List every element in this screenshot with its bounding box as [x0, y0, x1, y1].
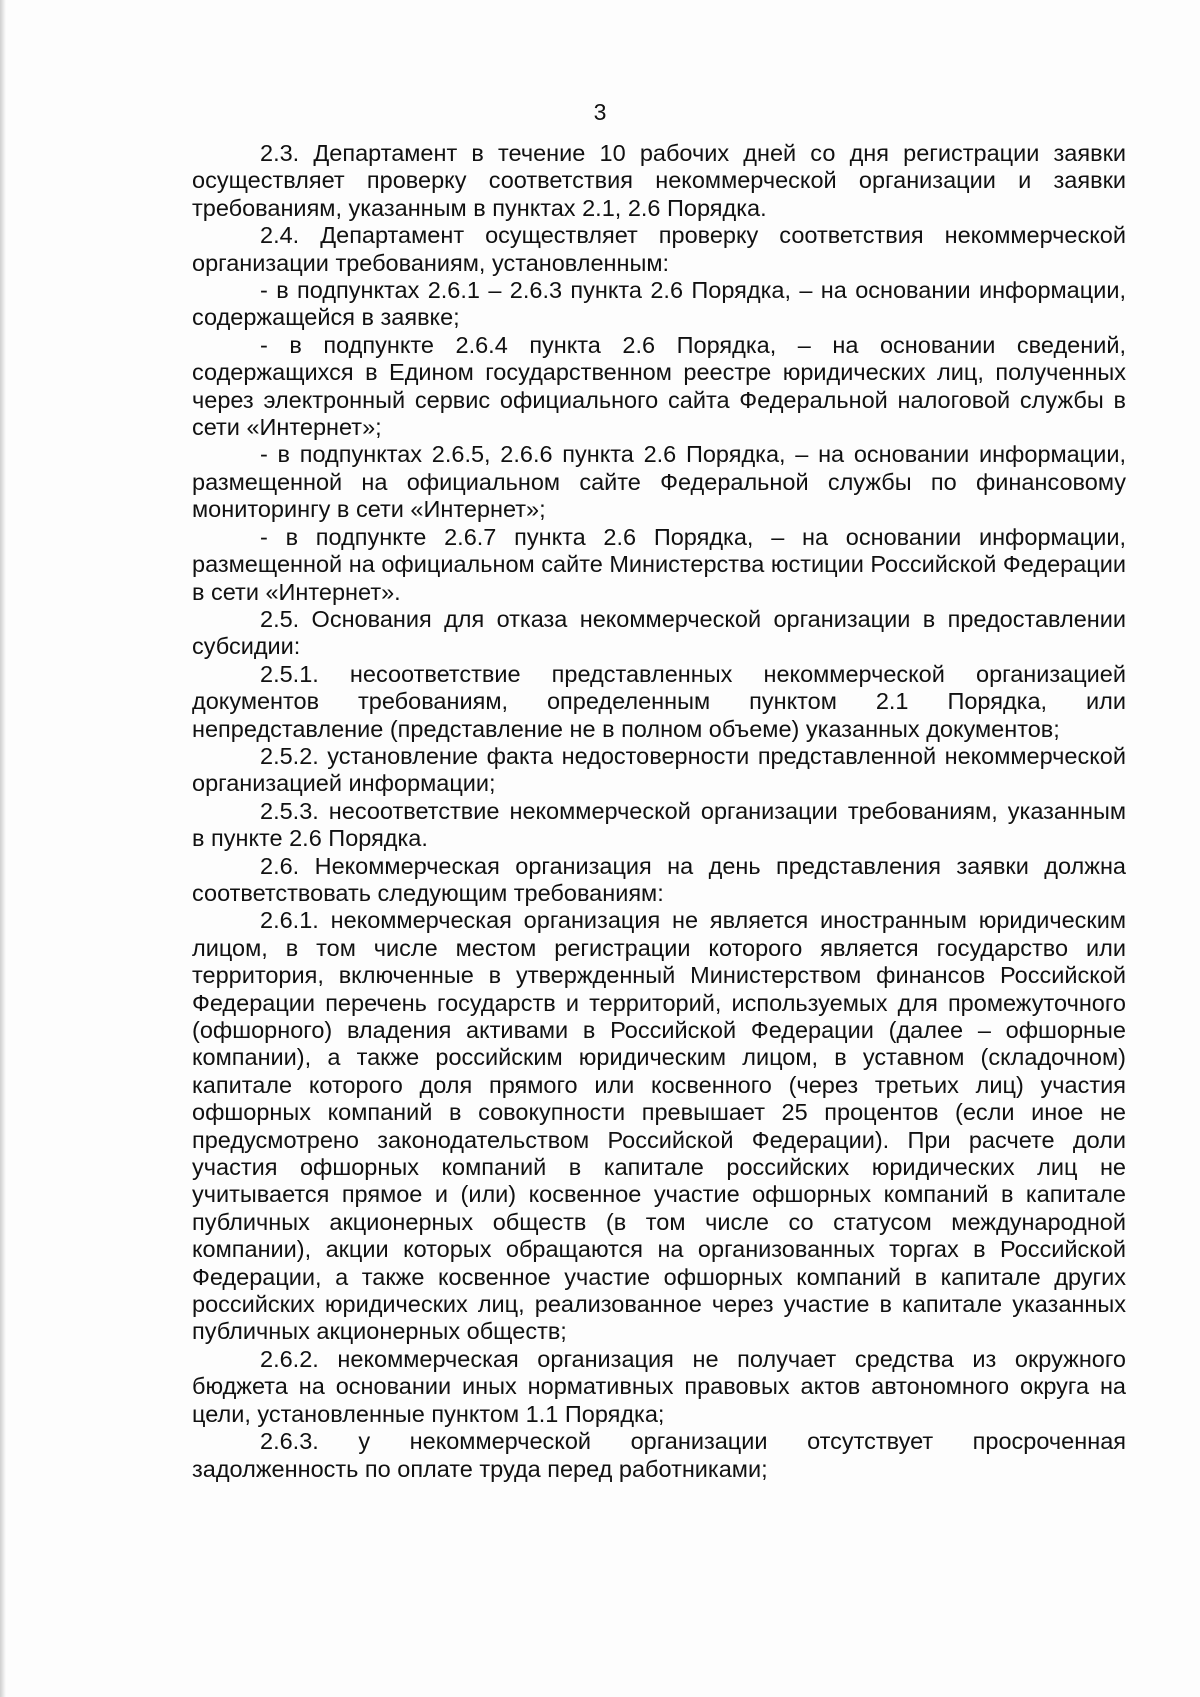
paragraph-2-5-2: 2.5.2. установление факта недостоверности представленной некоммерческой организацией информации; — [192, 742, 1126, 797]
list-item-subpoints-2-6-5-2-6-6: - в подпунктах 2.6.5, 2.6.6 пункта 2.6 Порядка, – на основании информации, размещенной на официальном сайте Федеральной службы по финансовому мониторингу в сети «Интернет»; — [192, 441, 1126, 523]
scan-edge-shadow — [0, 0, 6, 1697]
paragraph-2-6: 2.6. Некоммерческая организация на день представления заявки должна соответствовать следующим требованиям: — [192, 852, 1126, 906]
paragraph-2-6-3: 2.6.3. у некоммерческой организации отсутствует просроченная задолженность по оплате труда перед работниками; — [192, 1428, 1126, 1482]
paragraph-2-5: 2.5. Основания для отказа некоммерческой организации в предоставлении субсидии: — [192, 605, 1126, 660]
page-number: 3 — [593, 99, 607, 125]
paragraph-2-5-3: 2.5.3. несоответствие некоммерческой организации требованиям, указанным в пункте 2.6 Порядка. — [192, 797, 1126, 852]
list-item-subpoints-2-6-1-to-2-6-3: - в подпунктах 2.6.1 – 2.6.3 пункта 2.6 Порядка, – на основании информации, содержащейся в заявке; — [192, 277, 1126, 331]
paragraph-2-6-2: 2.6.2. некоммерческая организация не получает средства из окружного бюджета на основании иных нормативных правовых актов автономного округа на цели, установленные пунктом 1.1 Порядка; — [192, 1345, 1126, 1427]
list-item-subpoint-2-6-4: - в подпункте 2.6.4 пункта 2.6 Порядка, – на основании сведений, содержащихся в Едином государственном реестре юридических лиц, полученных через электронный сервис официального сайта Федеральной налоговой службы в сети «Интернет»; — [192, 331, 1126, 441]
document-body — [192, 140, 1126, 1483]
paragraph-2-4: 2.4. Департамент осуществляет проверку соответствия некоммерческой организации требованиям, установленным: — [192, 222, 1126, 276]
list-item-subpoint-2-6-7: - в подпункте 2.6.7 пункта 2.6 Порядка, – на основании информации, размещенной на официальном сайте Министерства юстиции Российской Федерации в сети «Интернет». — [192, 523, 1126, 605]
paragraph-2-3: 2.3. Департамент в течение 10 рабочих дней со дня регистрации заявки осуществляет проверку соответствия некоммерческой организации и заявки требованиям, указанным в пунктах 2.1, 2.6 Порядка. — [192, 140, 1126, 221]
paragraph-2-5-1: 2.5.1. несоответствие представленных некоммерческой организацией документов требованиям, определенным пунктом 2.1 Порядка, или непредставление (представление не в полном объеме) указанных документов; — [192, 660, 1126, 742]
paragraph-2-6-1: 2.6.1. некоммерческая организация не является иностранным юридическим лицом, в том числе местом регистрации которого является государство или территория, включенные в утвержденный Министерством финансов Российской Федерации перечень государств и территорий, используемых для промежуточного (офшорного) владения активами в Российской Федерации (далее – офшорные компании), а также российским юридическим лицом, в уставном (складочном) капитале которого доля прямого или косвенного (через третьих лиц) участия офшорных компаний в совокупности превышает 25 процентов (если иное не предусмотрено законодательством Российской Федерации). При расчете доли участия офшорных компаний в капитале российских юридических лиц не учитывается прямое и (или) косвенное участие офшорных компаний в капитале публичных акционерных обществ (в том числе со статусом международной компании), акции которых обращаются на организованных торгах в Российской Федерации, а также косвенное участие офшорных компаний в капитале других российских юридических лиц, реализованное через участие в капитале указанных публичных акционерных обществ; — [192, 907, 1126, 1345]
